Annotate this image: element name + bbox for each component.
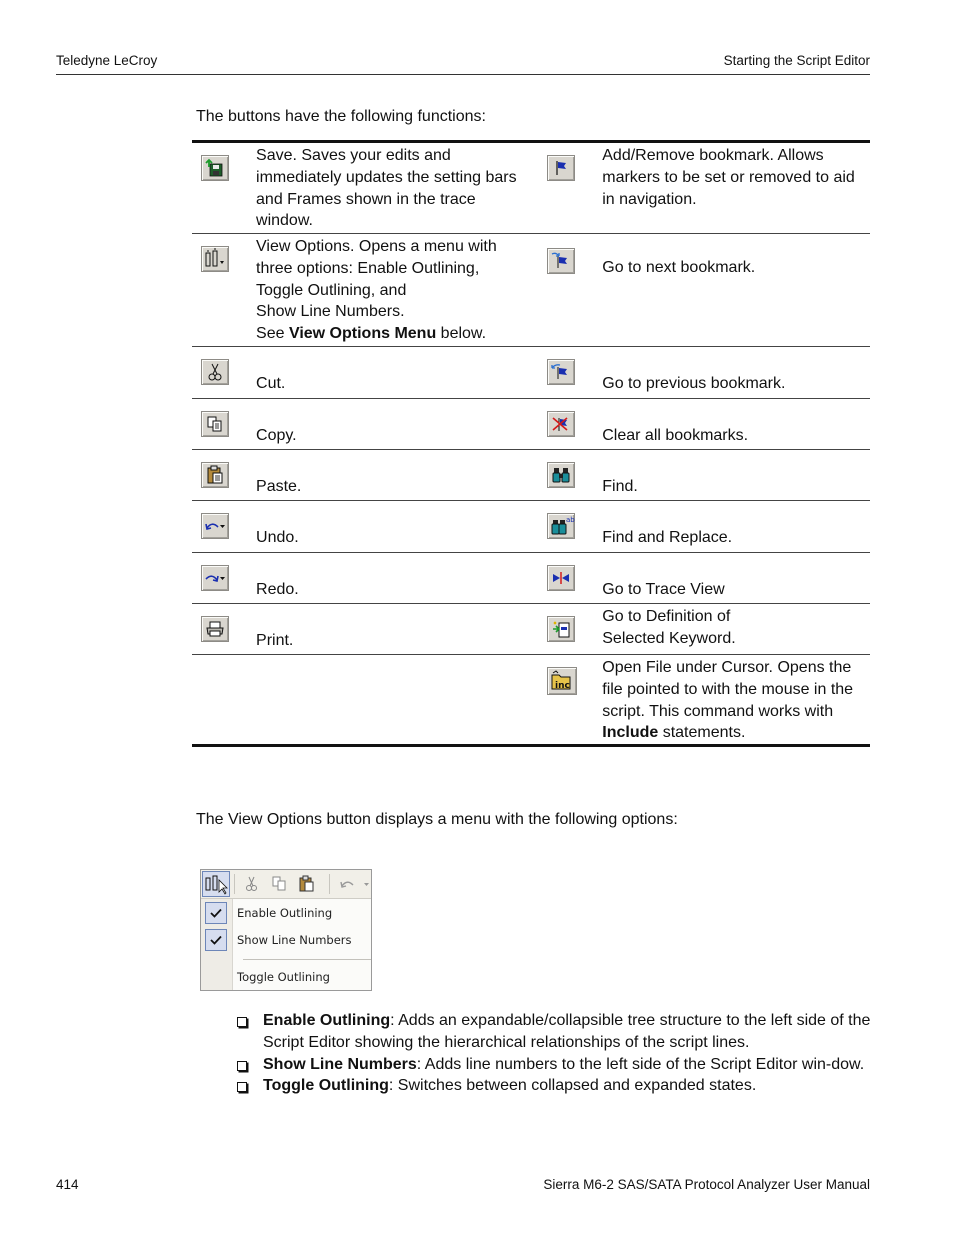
list-item: Show Line Numbers: Adds line numbers to the left side of the Script Editor win-dow. [237, 1054, 871, 1076]
table-row [192, 604, 870, 655]
cut-icon[interactable] [244, 876, 260, 892]
header-rule [56, 74, 870, 75]
checkbox-bullet-icon [237, 1061, 247, 1071]
svg-text:ab: ab [566, 516, 575, 524]
table-row [192, 399, 870, 450]
open-file-under-cursor-description: Open File under Cursor. Opens the file pointed to with the mouse in the script. This command works with Include statements. [602, 659, 854, 742]
clear-bookmarks-description: Clear all bookmarks. [602, 427, 749, 444]
copy-description: Copy. [256, 427, 297, 444]
cut-icon [201, 359, 229, 385]
view-options-description: View Options. Opens a menu with three options: Enable Outlining, Toggle Outlining, and Show Line Numbers. See View Options Menu below. [256, 238, 497, 343]
paste-icon[interactable] [298, 875, 316, 893]
table-row [192, 234, 870, 347]
view-options-intro: The View Options button displays a menu with the following options: [196, 811, 678, 828]
running-header-left: Teledyne LeCroy [56, 53, 158, 68]
menu-separator [243, 959, 371, 960]
checkbox-bullet-icon [237, 1017, 247, 1027]
menu-item-enable-outlining[interactable]: Enable Outlining [237, 906, 333, 920]
toolbar-separator [234, 874, 235, 894]
table-row [192, 655, 870, 746]
go-to-definition-icon [547, 616, 575, 642]
previous-bookmark-description: Go to previous bookmark. [602, 375, 786, 392]
paste-icon [201, 462, 229, 488]
print-description: Print. [256, 632, 294, 649]
next-bookmark-description: Go to next bookmark. [602, 259, 756, 276]
checkmark-icon [210, 935, 222, 945]
view-options-icon [201, 246, 229, 272]
table-row [192, 553, 870, 604]
add-remove-bookmark-description: Add/Remove bookmark. Allows markers to be set or removed to aid in navigation. [602, 147, 855, 208]
include-keyword: Include [602, 724, 659, 742]
enable-outlining-check [205, 902, 227, 924]
table-row [192, 450, 870, 501]
menu-toolbar [201, 870, 371, 899]
buttons-intro: The buttons have the following functions: [196, 108, 486, 125]
view-options-menu-reference: View Options Menu [288, 325, 437, 343]
copy-icon [201, 411, 229, 437]
menu-item-toggle-outlining[interactable]: Toggle Outlining [237, 970, 330, 984]
previous-bookmark-icon [547, 359, 575, 385]
go-to-definition-description: Go to Definition of Selected Keyword. [602, 608, 736, 647]
undo-description: Undo. [256, 529, 299, 546]
list-item: Enable Outlining: Adds an expandable/collapsible tree structure to the left side of the Script Editor showing the hierarchical relationships of the script lines. [237, 1010, 871, 1054]
redo-icon [201, 565, 229, 591]
clear-bookmarks-icon [547, 411, 575, 437]
trace-view-description: Go to Trace View [602, 581, 725, 598]
find-binoculars-icon [547, 462, 575, 488]
print-icon [201, 616, 229, 642]
list-item: Toggle Outlining: Switches between collapsed and expanded states. [237, 1075, 871, 1097]
redo-description: Redo. [256, 581, 299, 598]
cut-description: Cut. [256, 375, 286, 392]
checkbox-bullet-icon [237, 1082, 247, 1092]
table-row [192, 347, 870, 399]
menu-item-show-line-numbers[interactable]: Show Line Numbers [237, 933, 352, 947]
toolbar-separator [329, 874, 330, 894]
view-options-list [237, 1010, 871, 1097]
view-options-button[interactable] [202, 871, 230, 897]
page-number: 414 [56, 1177, 79, 1192]
checkmark-icon [210, 908, 222, 918]
view-options-menu-screenshot [200, 869, 372, 991]
svg-text:inc: inc [555, 681, 570, 691]
buttons-table [192, 140, 870, 747]
open-include-file-icon [547, 667, 577, 695]
undo-icon[interactable] [339, 878, 371, 890]
footer-title: Sierra M6-2 SAS/SATA Protocol Analyzer User Manual [543, 1177, 870, 1192]
save-description: Save. Saves your edits and immediately updates the setting bars and Frames shown in the trace window. [256, 147, 517, 230]
next-bookmark-icon [547, 248, 575, 274]
running-header-right: Starting the Script Editor [723, 53, 870, 68]
save-icon [201, 155, 229, 181]
find-replace-icon [547, 513, 575, 539]
paste-description: Paste. [256, 478, 302, 495]
table-row [192, 501, 870, 553]
trace-view-icon [547, 565, 575, 591]
bookmark-flag-icon [547, 155, 575, 181]
find-replace-description: Find and Replace. [602, 529, 733, 546]
copy-icon[interactable] [271, 876, 289, 892]
undo-icon [201, 513, 229, 539]
table-row [192, 142, 870, 234]
view-options-icon [203, 872, 229, 896]
find-description: Find. [602, 478, 638, 495]
show-line-numbers-check [205, 929, 227, 951]
